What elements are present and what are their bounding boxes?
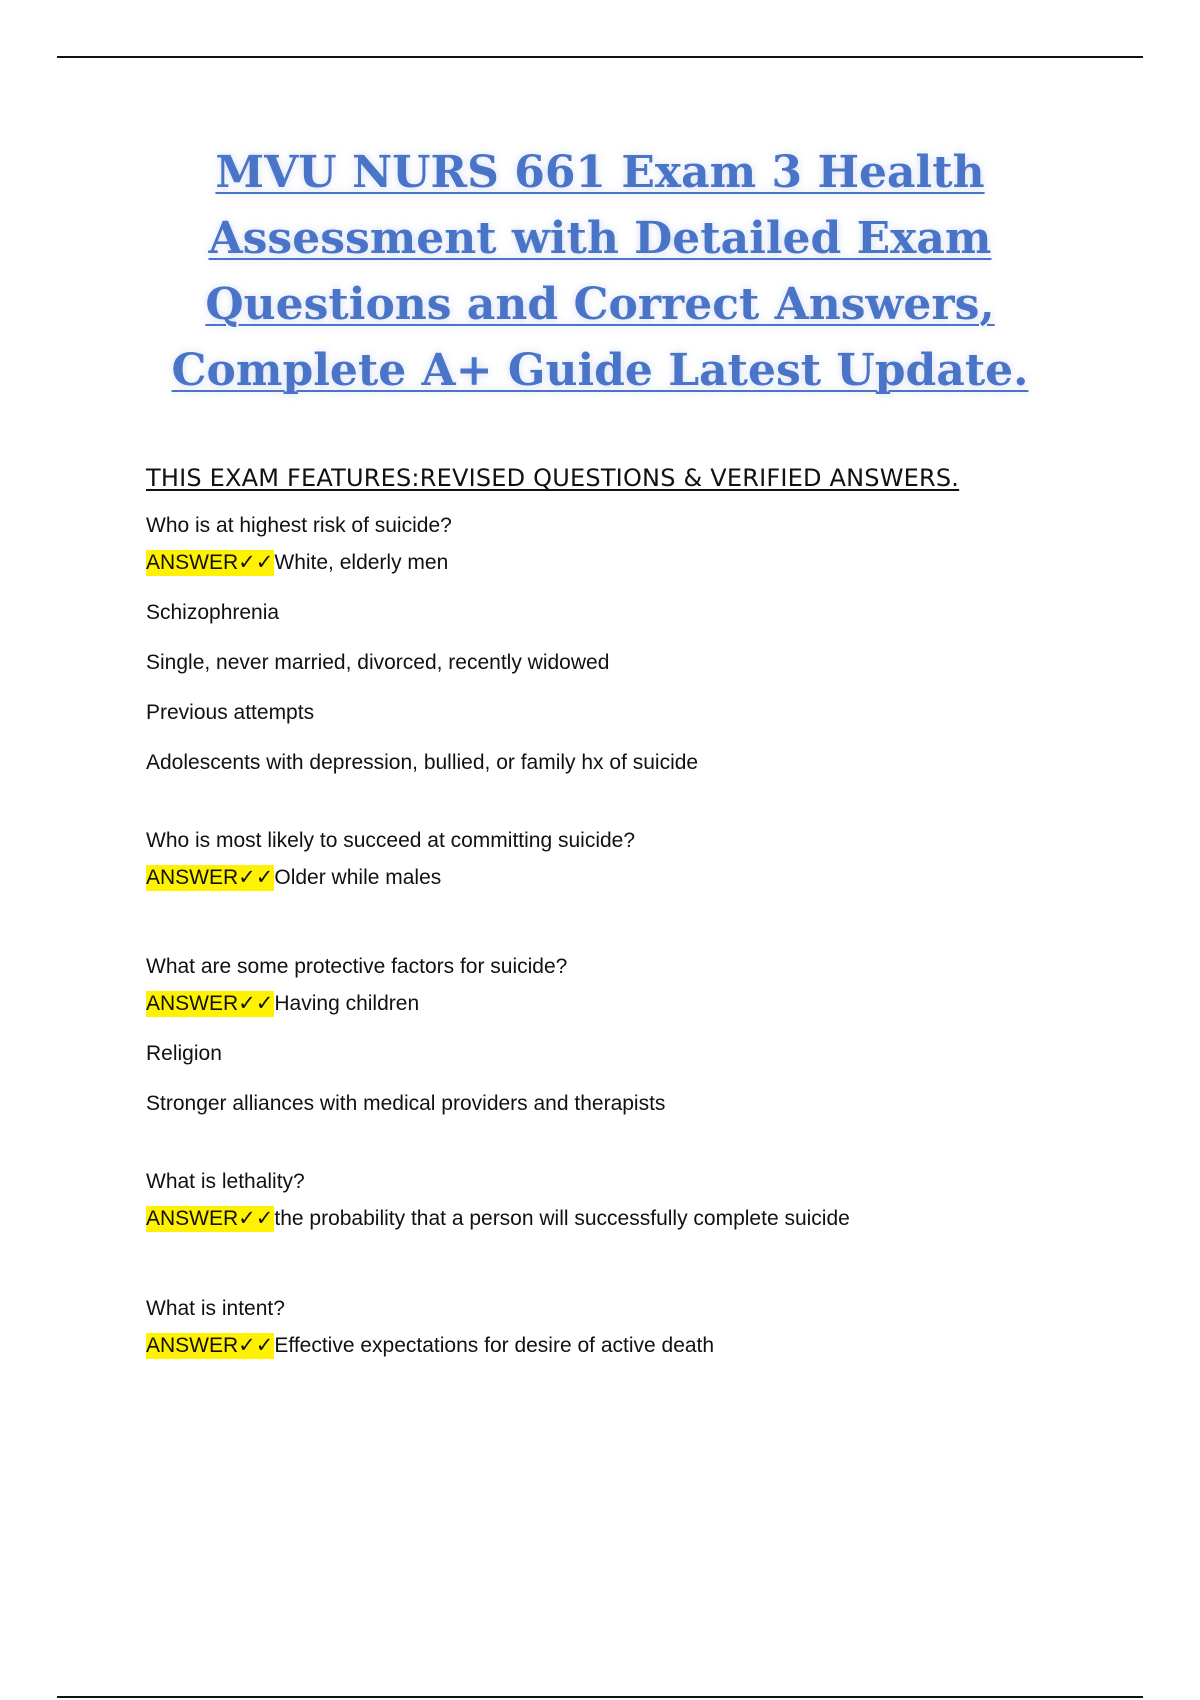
qa-item [146, 512, 1106, 776]
question-text: Who is at highest risk of suicide? [146, 514, 452, 537]
question-text: Who is most likely to succeed at committing suicide? [146, 829, 636, 852]
answer-text: Having children [274, 992, 420, 1015]
document-title: MVU NURS 661 Exam 3 Health Assessment with Detailed Exam Questions and Correct Answers, Complete A+ Guide Latest Update. [171, 147, 1029, 396]
answer-label: ANSWER✓✓ [146, 866, 274, 889]
answer-line [146, 864, 1106, 891]
answer-label: ANSWER✓✓ [146, 551, 274, 574]
qa-item [146, 1168, 1106, 1232]
header-rule [57, 56, 1143, 58]
answer-extra-line: Religion [146, 1042, 222, 1065]
qa-item [146, 827, 1106, 891]
answer-label: ANSWER✓✓ [146, 992, 274, 1015]
answer-line [146, 549, 1106, 576]
qa-item [146, 953, 1106, 1117]
answer-label: ANSWER✓✓ [146, 1207, 274, 1230]
answer-extra-line: Schizophrenia [146, 601, 280, 624]
title-block [150, 140, 1050, 404]
answer-line [146, 1332, 1106, 1359]
answer-text: the probability that a person will successfully complete suicide [274, 1207, 850, 1230]
answer-extra-line: Adolescents with depression, bullied, or family hx of suicide [146, 751, 699, 774]
features-heading: THIS EXAM FEATURES:REVISED QUESTIONS & VERIFIED ANSWERS. [146, 464, 960, 492]
footer-rule [57, 1696, 1143, 1698]
answer-text: Effective expectations for desire of active death [274, 1334, 715, 1357]
question-text: What is lethality? [146, 1170, 305, 1193]
answer-extra-line: Stronger alliances with medical providers and therapists [146, 1092, 666, 1115]
answer-text: White, elderly men [274, 551, 449, 574]
question-text: What is intent? [146, 1297, 285, 1320]
answer-label: ANSWER✓✓ [146, 1334, 274, 1357]
answer-extra-line: Previous attempts [146, 701, 315, 724]
qa-item [146, 1295, 1106, 1359]
answer-line [146, 1205, 1106, 1232]
answer-line [146, 990, 1106, 1017]
answer-extra-line: Single, never married, divorced, recently widowed [146, 651, 610, 674]
question-text: What are some protective factors for suicide? [146, 955, 568, 978]
document-body [146, 462, 1106, 1359]
answer-text: Older while males [274, 866, 442, 889]
